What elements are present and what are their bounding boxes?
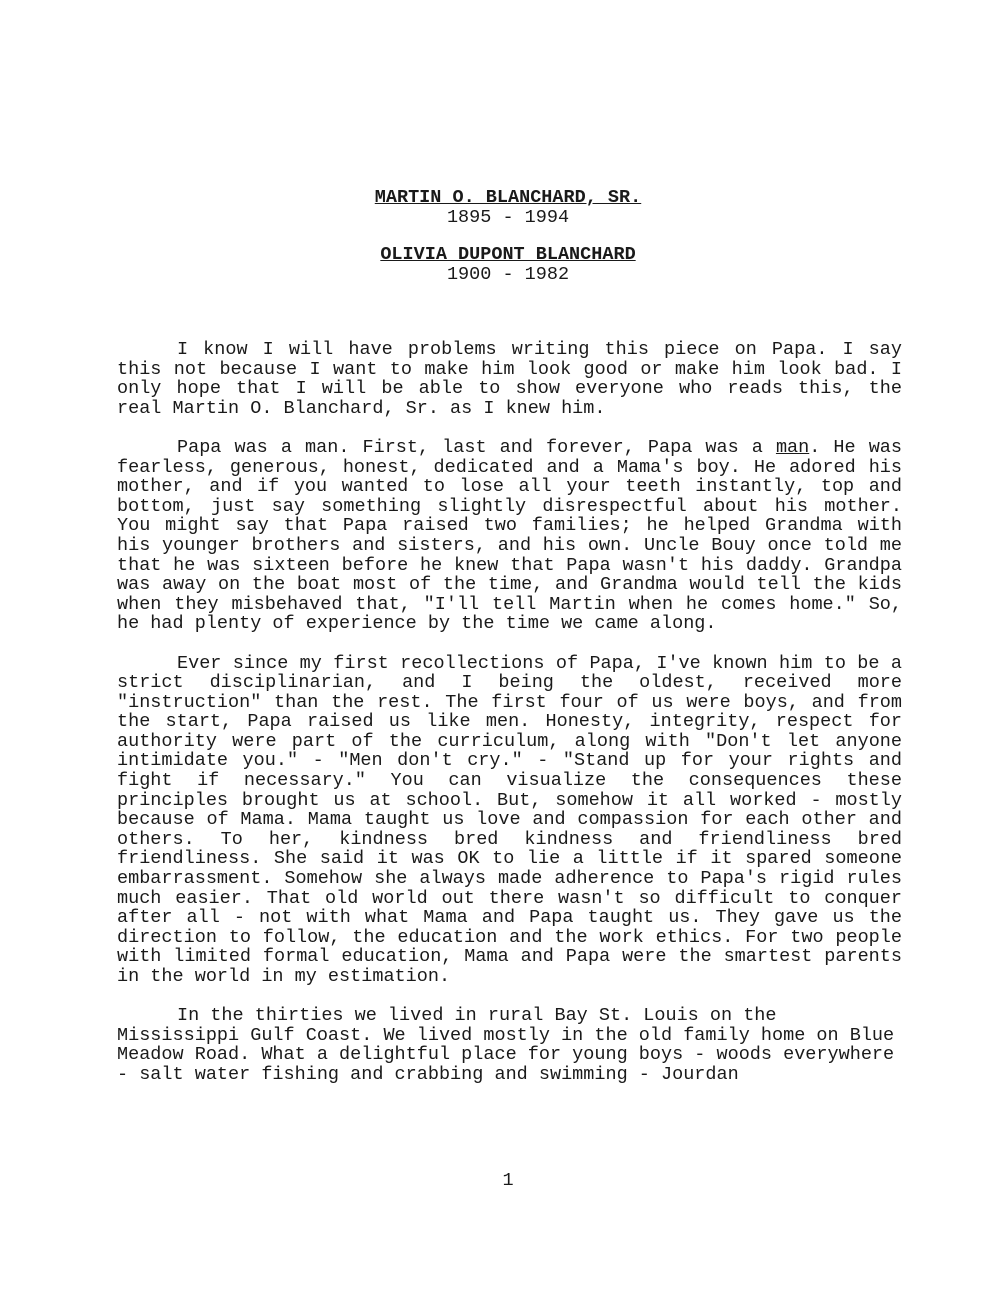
- person-2-dates: 1900 - 1982: [446, 264, 570, 285]
- paragraph-2-start: Papa was a man. First, last and forever, Papa was a: [177, 436, 776, 458]
- person-2-name: OLIVIA DUPONT BLANCHARD: [380, 244, 636, 265]
- person-1-name: MARTIN O. BLANCHARD, SR.: [374, 187, 642, 208]
- paragraph-2: [117, 438, 902, 634]
- page-number: 1: [502, 1170, 514, 1191]
- paragraph-2-rest: . He was fearless, generous, honest, dedicated and a Mama's boy. He adored his mother, and if you wanted to lose all your teeth instantly, top and bottom, just say something slightly disrespectful about his mother. You might say that Papa raised two families; he helped Grandma with his younger brothers and sisters, and his own. Uncle Bouy once told me that he was sixteen before he knew that Papa wasn't his daddy. Grandpa was away on the boat most of the time, and Grandma would tell the kids when they misbehaved that, "I'll tell Martin when he comes home." So, he had plenty of experience by the time we came along.: [117, 436, 902, 635]
- paragraph-2-underlined-word: man: [775, 436, 810, 458]
- heading-person-2: [0, 245, 992, 285]
- paragraph-1: I know I will have problems writing this piece on Papa. I say this not because I want to make him look good or make him look bad. I only hope that I will be able to show everyone who reads this, the real Martin O. Blanchard, Sr. as I knew him.: [117, 339, 902, 419]
- person-1-dates: 1895 - 1994: [446, 207, 570, 228]
- heading-person-1: [0, 188, 992, 228]
- paragraph-4: In the thirties we lived in rural Bay St. Louis on the Mississippi Gulf Coast. We lived mostly in the old family home on Blue Meadow Road. What a delightful place for young boys - woods everywhere - salt water fishing and crabbing and swimming - Jourdan: [117, 1005, 895, 1085]
- body-text: [117, 340, 902, 1085]
- paragraph-3: Ever since my first recollections of Papa, I've known him to be a strict disciplinarian, and I being the oldest, received more "instruction" than the rest. The first four of us were boys, and from the start, Papa raised us like men. Honesty, integrity, respect for authority were part of the curriculum, along with "Don't let anyone intimidate you." - "Men don't cry." - "Stand up for your rights and fight if necessary." You can visualize the consequences these principles brought us at school. But, somehow it all worked - mostly because of Mama. Mama taught us love and compassion for each other and others. To her, kindness bred kindness and friendliness bred friendliness. She said it was OK to lie a little if it spared someone embarrassment. Somehow she always made adherence to Papa's rigid rules much easier. That old world out there wasn't so difficult to conquer after all - not with what Mama and Papa taught us. They gave us the direction to follow, the education and the work ethics. For two people with limited formal education, Mama and Papa were the smartest parents in the world in my estimation.: [117, 652, 902, 987]
